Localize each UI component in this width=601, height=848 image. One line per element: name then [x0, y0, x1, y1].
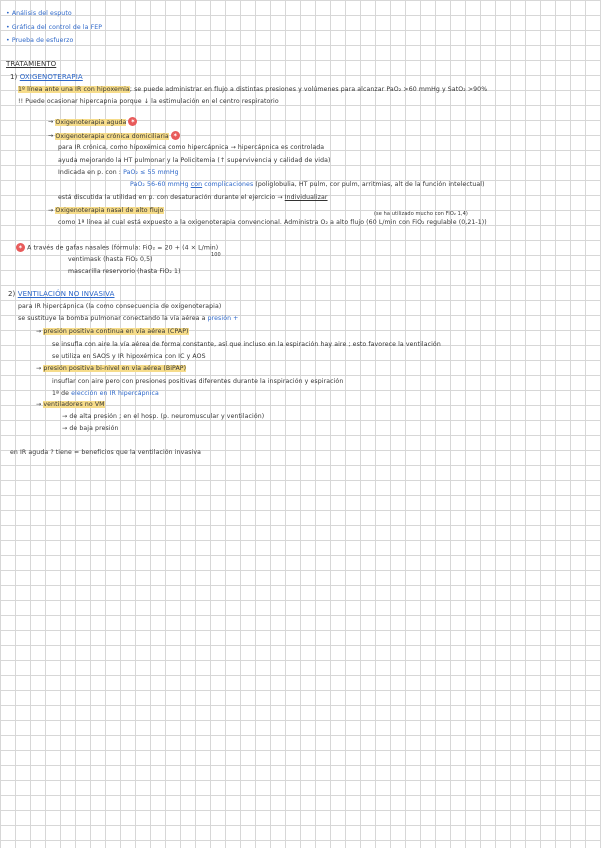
subheading-oxygen-therapy — [10, 73, 83, 81]
cpap-description: se insufla con aire la vía aérea de forma constante, así que incluso en la espiración hay aire ; esto favorece la ventilación — [52, 341, 441, 348]
hypercapnia-warning: !! Puede ocasionar hipercapnia porque ↓ la estimulación en el centro respiratorio — [18, 98, 279, 105]
item-chronic-oxygen-label: Oxigenoterapia crónica domiciliaria — [55, 132, 169, 140]
star-icon: ✶ — [172, 132, 178, 139]
arrow: → — [36, 328, 42, 335]
ventilator-high-pressure: → de alta presión ; en el hosp. (p. neuromuscular y ventilación) — [62, 413, 265, 420]
delivery-ventimask: ventimask (hasta FiO₂ 0,5) — [68, 256, 153, 263]
delivery-methods — [14, 243, 218, 253]
section-heading-treatment: TRATAMIENTO — [6, 60, 57, 68]
subheading-title: VENTILACIÓN NO INVASIVA — [17, 290, 115, 298]
subheading-title: OXIGENOTERAPIA — [19, 73, 83, 81]
chronic-note-2: ayuda mejorando la HT pulmonar y la Policitemia (↑ supervivencia y calidad de vida) — [58, 157, 331, 164]
star-icon: ✶ — [130, 118, 136, 125]
item-acute-oxygen — [48, 117, 137, 127]
item-bipap — [36, 365, 186, 373]
item-bipap-label: presión positiva bi-nivel en vía aérea (BiPAP) — [43, 365, 187, 372]
exercise-note-individualize: Individualizar — [284, 194, 328, 201]
chronic-note-1: para IR crónica, como hipoxémica como hipercápnica → hipercápnica es controlada — [58, 144, 325, 151]
item-ventilators — [36, 401, 105, 409]
niv-mechanism — [18, 315, 238, 323]
bipap-first-choice — [52, 390, 159, 398]
high-flow-side-note: (se ha utilizado mucho con FiO₂ 1,4) — [374, 211, 468, 217]
indication-label: Indicada en p. con : — [58, 169, 121, 176]
oxygen-first-line — [18, 86, 487, 94]
niv-indication: para IR hipercápnica (la como consecuencia de oxigenoterapia) — [18, 303, 222, 310]
item-chronic-oxygen — [48, 131, 180, 141]
niv-mechanism-text: se sustituye la bomba pulmonar conectando la vía aérea a — [18, 315, 206, 322]
indication-con: con — [190, 181, 203, 188]
item-ventilators-label: ventiladores no VM — [43, 401, 105, 408]
arrow: → — [36, 365, 42, 372]
niv-positive-pressure: presión + — [207, 315, 239, 322]
subheading-number: 2) — [8, 290, 16, 298]
oxygen-first-line-rest: ; se puede administrar en flujo a distintas presiones y volúmenes para alcanzar PaO₂ >60 mmHg y SatO₂ >90% — [129, 86, 488, 93]
ventilator-low-pressure: → de baja presión — [62, 425, 119, 432]
item-cpap — [36, 328, 189, 336]
item-cpap-label: presión positiva continua en vía aérea (CPAP) — [43, 328, 189, 335]
arrow: → — [48, 207, 54, 214]
bipap-description: insuflar con aire pero con presiones positivas diferentes durante la inspiración y espiración — [52, 378, 344, 385]
indication-criterion-2: PaO₂ 56-60 mmHg — [130, 181, 189, 188]
arrow: → — [36, 401, 42, 408]
exercise-note-text: está discutida la utilidad en p. con desaturación durante el ejercicio → — [58, 194, 283, 201]
acute-ir-conclusion: en IR aguda ? tiene = beneficios que la ventilación invasiva — [10, 449, 202, 456]
highlight-text: 1º línea ante una IR con hipoxemia — [18, 86, 130, 93]
arrow: → — [48, 132, 54, 140]
chronic-exercise-note — [58, 194, 328, 202]
subheading-number: 1) — [10, 73, 18, 81]
arrow: → — [48, 118, 54, 126]
exam-item-stress-test: • Prueba de esfuerzo — [6, 37, 74, 44]
delivery-nasal-cannula: A través de gafas nasales (fórmula: FiO₂ = 20 + (4 × L/min) — [27, 244, 219, 252]
indication-complications: complicaciones — [204, 181, 254, 188]
cpap-use: se utiliza en SAOS y IR hipoxémica con IC y AOS — [52, 353, 206, 360]
chronic-indication — [58, 169, 179, 177]
bipap-first-choice-prefix: 1ª de — [52, 390, 70, 397]
star-icon: ✶ — [17, 244, 24, 251]
item-high-flow-nasal — [48, 207, 164, 215]
formula-denominator: 100 — [211, 252, 221, 258]
delivery-reservoir-mask: mascarilla reservorio (hasta FiO₂ 1) — [68, 268, 181, 275]
subheading-niv — [8, 290, 115, 298]
chronic-indication-2 — [130, 181, 485, 189]
exam-item-fep-graph: • Gráfica del control de la FEP — [6, 24, 103, 31]
bipap-first-choice-text: elección en IR hipercápnica — [71, 390, 159, 397]
indication-criterion-1: PaO₂ ≤ 55 mmHg — [123, 169, 179, 176]
item-acute-oxygen-label: Oxigenoterapia aguda — [55, 118, 127, 126]
indication-complications-list: (poliglobulia, HT pulm, cor pulm, arritmias, alt de la función intelectual) — [255, 181, 485, 188]
exam-item-sputum: • Análisis del esputo — [6, 10, 72, 17]
item-high-flow-nasal-label: Oxigenoterapia nasal de alto flujo — [55, 207, 164, 214]
high-flow-description: como 1ª línea al cual está expuesto a la oxigenoterapia convencional. Administra O₂ a alto flujo (60 L/min con FiO₂ regulable (0,21-1)) — [58, 219, 487, 226]
